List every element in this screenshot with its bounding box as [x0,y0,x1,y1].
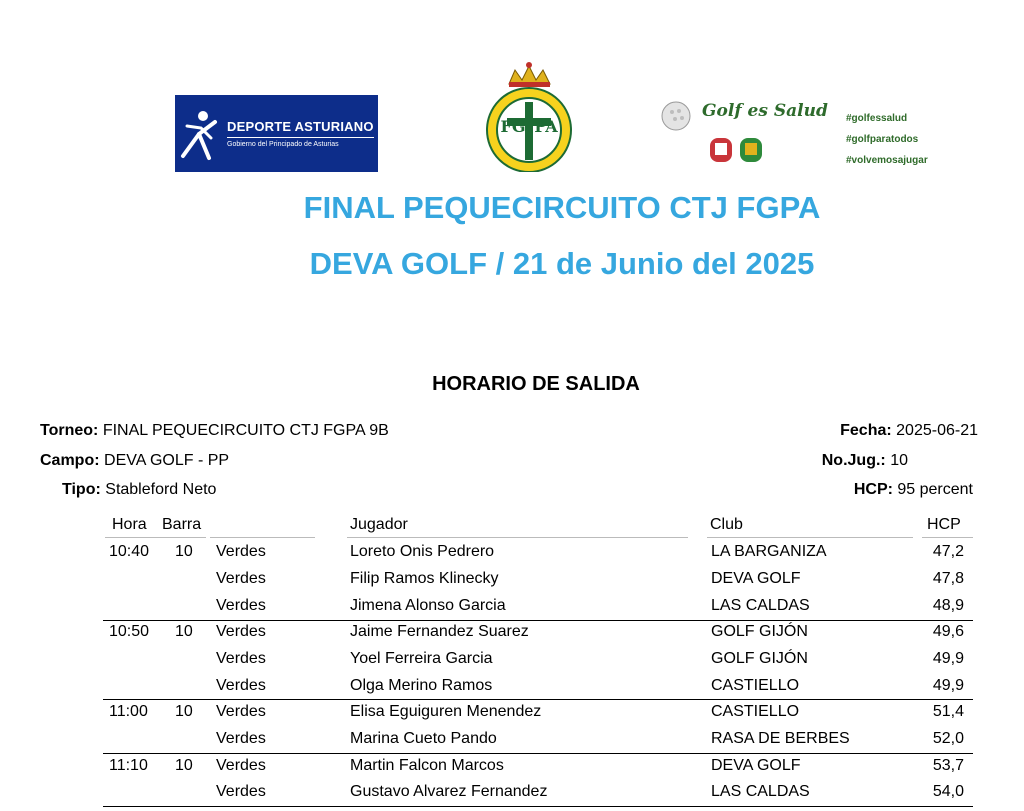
hashtag: #golfessalud [846,113,908,124]
cell-hcp: 49,6 [932,623,964,640]
hcp-line [854,481,973,499]
cell-jugador: Loreto Onis Pedrero [350,543,495,560]
cell-barra: 10 [175,623,193,640]
header-divider [150,537,206,538]
cell-hcp: 48,9 [932,597,964,614]
header-hora: Hora [112,516,147,533]
deporte-asturiano-logo [175,95,378,172]
cell-tee: Verdes [216,677,266,694]
nojug-line [822,452,908,470]
cell-hcp: 49,9 [932,677,964,694]
fecha-value: 2025-06-21 [896,422,978,439]
hcp-label: HCP: [853,481,893,498]
cell-tee: Verdes [216,730,266,747]
cell-jugador: Gustavo Alvarez Fernandez [350,783,548,800]
headline-line-1: FINAL PEQUECIRCUITO CTJ FGPA [303,190,821,225]
section-title: HORARIO DE SALIDA [432,373,640,395]
cell-tee: Verdes [216,703,266,720]
cell-club: LA BARGANIZA [711,543,827,560]
golf-ball-icon [660,100,696,132]
cell-hcp: 49,9 [932,650,964,667]
cell-tee: Verdes [216,650,266,667]
cell-club: LAS CALDAS [711,783,810,800]
cell-jugador: Martin Falcon Marcos [350,757,504,774]
group-separator [103,620,973,621]
cell-jugador: Jaime Fernandez Suarez [350,623,529,640]
cell-club: DEVA GOLF [711,757,801,774]
cell-club: CASTIELLO [711,677,800,694]
cell-club: DEVA GOLF [711,570,801,587]
hashtag: #volvemosajugar [846,155,928,166]
torneo-line [40,422,389,440]
cell-tee: Verdes [216,783,266,800]
cell-tee: Verdes [216,623,266,640]
header-club: Club [710,516,743,533]
tipo-value: Stableford Neto [105,481,217,498]
campo-label: Campo: [40,452,100,469]
logo-subtitle: Gobierno del Principado de Asturias [227,141,339,148]
cell-jugador: Elisa Eguiguren Menendez [350,703,542,720]
cell-hcp: 51,4 [932,703,964,720]
group-separator [103,806,973,807]
cell-hcp: 53,7 [932,757,964,774]
cell-hcp: 52,0 [932,730,964,747]
cell-tee: Verdes [216,570,266,587]
logo-title: DEPORTE ASTURIANO [227,119,374,138]
cell-tee: Verdes [216,597,266,614]
header-divider [347,537,688,538]
crest-right-letters: PA [534,117,558,136]
header-hcp: HCP [927,516,961,533]
header-divider [922,537,973,538]
group-separator [103,753,973,754]
campo-line [40,452,229,470]
headline-line-2: DEVA GOLF / 21 de Junio del 2025 [309,246,815,281]
cell-barra: 10 [175,703,193,720]
nojug-value: 10 [890,452,908,469]
shield-icons [708,134,768,164]
header-divider [210,537,315,538]
header-barra: Barra [162,516,202,533]
cell-jugador: Yoel Ferreira Garcia [350,650,493,667]
crest-left-letters: FG [500,117,526,136]
cell-club: RASA DE BERBES [711,730,850,747]
cell-club: LAS CALDAS [711,597,810,614]
hashtag: #golfparatodos [846,134,919,145]
cell-jugador: Jimena Alonso Garcia [350,597,506,614]
hashtags [846,108,928,171]
cell-hcp: 54,0 [932,783,964,800]
cell-hora: 11:00 [109,703,148,720]
cell-jugador: Filip Ramos Klinecky [350,570,499,587]
cell-jugador: Olga Merino Ramos [350,677,493,694]
torneo-label: Torneo: [40,422,99,439]
cell-hcp: 47,2 [932,543,964,560]
nojug-label: No.Jug.: [821,452,886,469]
fgpa-crest-logo [467,60,592,172]
cell-hora: 10:50 [109,623,150,640]
cell-tee: Verdes [216,757,266,774]
cell-club: GOLF GIJÓN [711,650,808,667]
fecha-label: Fecha: [840,422,892,439]
fecha-line [840,422,978,440]
cell-hcp: 47,8 [932,570,964,587]
campo-value: DEVA GOLF - PP [104,452,230,469]
cell-hora: 10:40 [109,543,150,560]
runner-icon [175,95,227,172]
header-jugador: Jugador [350,516,408,533]
cell-barra: 10 [175,757,193,774]
torneo-value: FINAL PEQUECIRCUITO CTJ FGPA 9B [102,422,389,439]
golf-es-salud-name: Golf es Salud [702,101,828,121]
cell-jugador: Marina Cueto Pando [350,730,497,747]
tipo-label: Tipo: [62,481,101,498]
group-separator [103,699,973,700]
header-divider [707,537,913,538]
cell-club: CASTIELLO [711,703,800,720]
cell-club: GOLF GIJÓN [711,623,808,640]
cell-hora: 11:10 [109,757,148,774]
cell-barra: 10 [175,543,193,560]
hcp-value: 95 percent [897,481,973,498]
cell-tee: Verdes [216,543,266,560]
tipo-line [62,481,216,499]
golf-es-salud-logo [660,96,970,172]
